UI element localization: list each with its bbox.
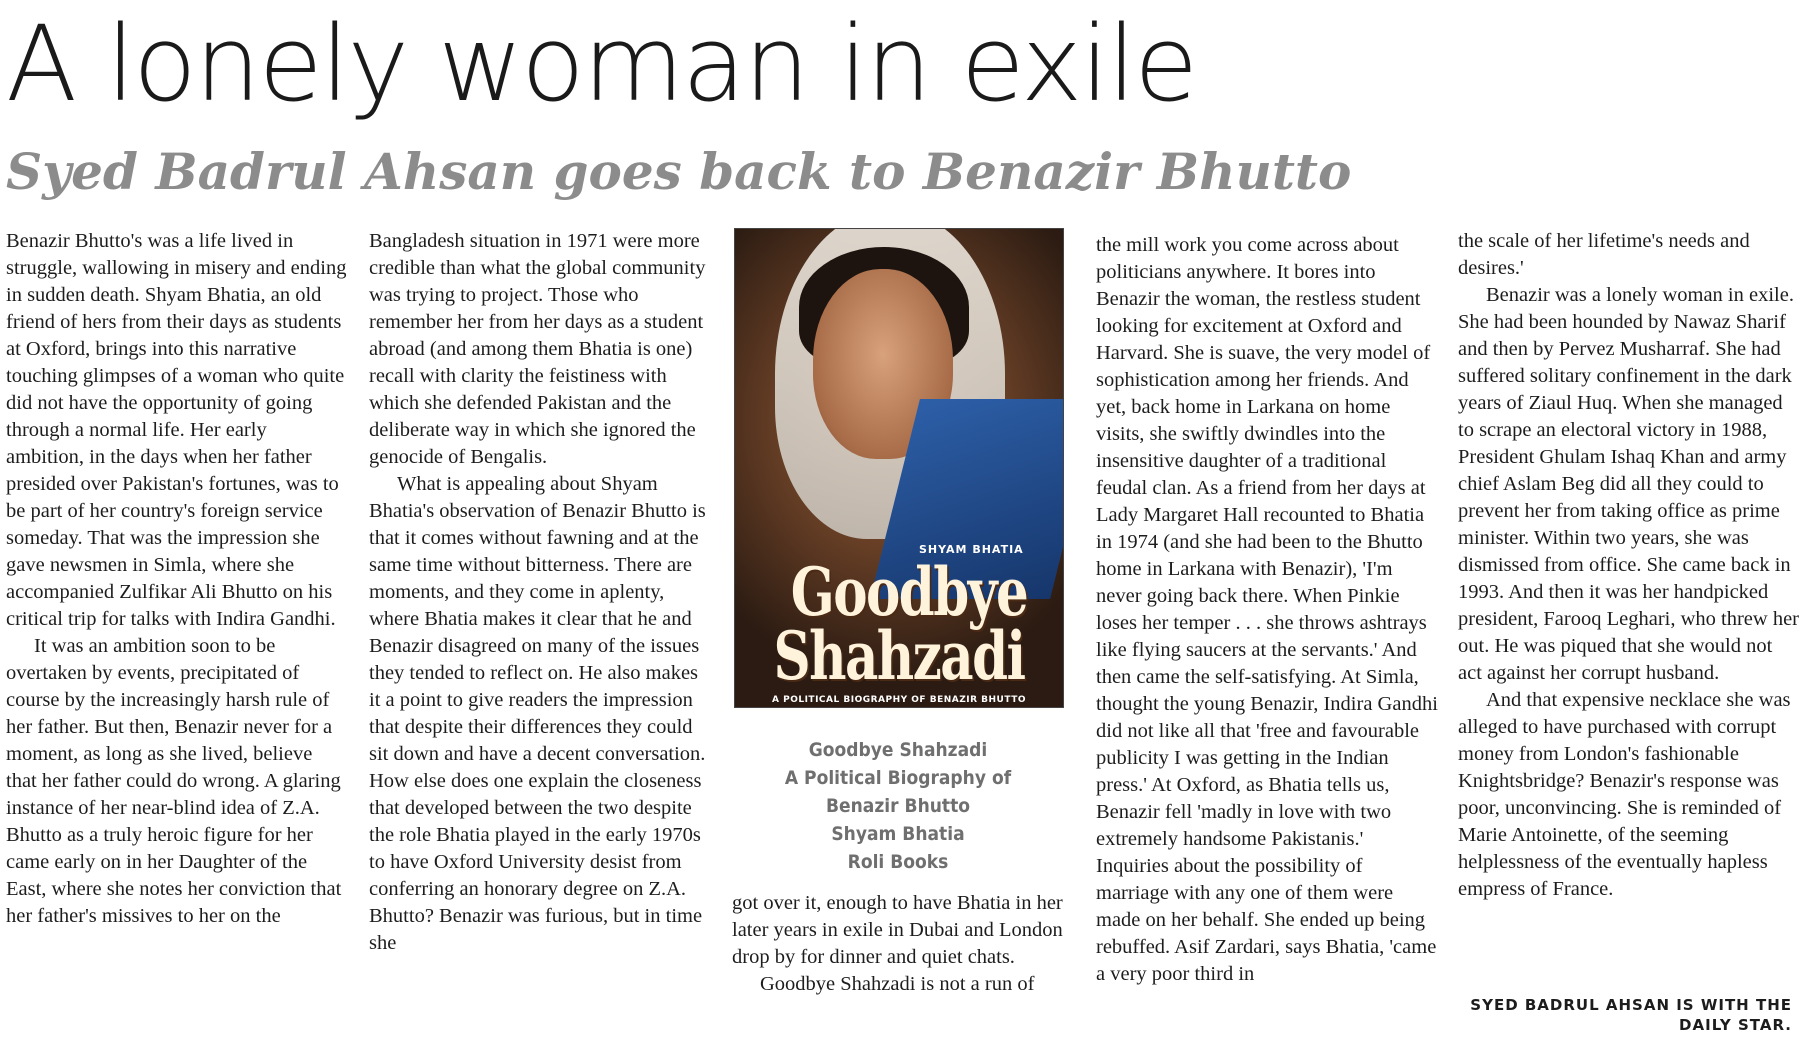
author-byline: SYED BADRUL AHSAN IS WITH THE DAILY STAR. <box>1470 996 1792 1034</box>
article-column-3 <box>732 890 1072 1034</box>
caption-title: Goodbye Shahzadi <box>808 739 988 761</box>
paragraph: the scale of her lifetime's needs and desires.' <box>1458 230 1750 279</box>
article-column-4 <box>1096 232 1438 1038</box>
headline: A lonely woman in exile <box>6 3 1197 125</box>
paragraph: Goodbye Shahzadi is not a run of <box>760 973 1035 995</box>
caption-subtitle: A Political Biography of Benazir Bhutto <box>784 767 1012 817</box>
cover-title-line2: Shahzadi <box>773 617 1025 695</box>
paragraph: And that expensive necklace she was alleged to have purchased with corrupt money from London's fashionable Knightsbridge? Benazir's response was poor, unconvincing. She is reminded of Marie Antoinette, of the seeming helplessness of the eventually hapless empress of France. <box>1458 689 1791 900</box>
paragraph: Benazir Bhutto's was a life lived in struggle, wallowing in misery and ending in sudden death. Shyam Bhatia, an old friend of hers from their days as students at Oxford, brings into this narrative touching glimpses of a woman who quite did not have the opportunity of going through a normal life. Her early ambition, in the days when her father presided over Pakistan's fortunes, was to be part of her country's foreign service someday. That was the impression she gave newsmen in Simla, where she accompanied Zulfikar Ali Bhutto on his critical trip for talks with Indira Gandhi. <box>6 230 347 630</box>
cover-title-line1: Goodbye <box>790 553 1028 631</box>
book-cover-image <box>734 228 1064 708</box>
cover-subtitle: A POLITICAL BIOGRAPHY OF BENAZIR BHUTTO <box>772 695 1026 705</box>
cover-author: SHYAM BHATIA <box>919 543 1024 556</box>
article-column-2 <box>369 228 711 1034</box>
article-column-1 <box>6 228 348 1034</box>
book-caption <box>750 736 1045 876</box>
paragraph: Benazir was a lonely woman in exile. She had been hounded by Nawaz Sharif and then by Pervez Musharraf. She had suffered solitary confinement in the dark years of Ziaul Huq. When she managed to scrape an electoral victory in 1988, President Ghulam Ishaq Khan and army chief Aslam Beg did all they could to prevent her from taking office as prime minister. Within two years, she was dismissed from office. She came back in 1993. And then it was her handpicked president, Farooq Leghari, who threw her out. He was piqued that she would not act against her corrupt husband. <box>1458 284 1799 684</box>
paragraph: It was an ambition soon to be overtaken by events, precipitated of course by the increasingly harsh rule of her father. But then, Benazir never for a moment, as long as she lived, believe that her father could do wrong. A glaring instance of her near-blind idea of Z.A. Bhutto as a truly heroic figure for her came early on in her Daughter of the East, where she notes her conviction that her father's missives to her on the <box>6 635 342 927</box>
article-column-5 <box>1458 228 1800 968</box>
caption-author: Shyam Bhatia <box>831 823 965 845</box>
paragraph: Bangladesh situation in 1971 were more credible than what the global community was trying to project. Those who remember her from her days as a student abroad (and among them Bhatia is one) recall with clarity the feistiness with which she defended Pakistan and the deliberate way in which she ignored the genocide of Bengalis. <box>369 230 706 468</box>
paragraph: got over it, enough to have Bhatia in her later years in exile in Dubai and London drop by for dinner and quiet chats. <box>732 892 1063 968</box>
paragraph: the mill work you come across about politicians anywhere. It bores into Benazir the woman, the restless student looking for excitement at Oxford and Harvard. She is suave, the very model of sophistication among her friends. And yet, back home in Larkana on home visits, she swiftly dwindles into the insensitive daughter of a traditional feudal clan. As a friend from her days at Lady Margaret Hall recounted to Bhatia in 1974 (and she had been to the Bhutto home in Larkana with Benazir), 'I'm never going back there. When Pinkie loses her temper . . . she throws ashtrays like flying saucers at the servants.' And then came the self-satisfying. At Simla, thought the young Benazir, Indira Gandhi did not like all that 'free and favourable publicity I was getting in the Indian press.' At Oxford, as Bhatia tells us, Benazir fell 'madly in love with two extremely handsome Pakistanis.' Inquiries about the possibility of marriage with any one of them were made on her behalf. She ended up being rebuffed. Asif Zardari, says Bhatia, 'came a very poor third in <box>1096 234 1438 985</box>
subheadline: Syed Badrul Ahsan goes back to Benazir Bhutto <box>6 142 1352 201</box>
caption-publisher: Roli Books <box>847 851 949 873</box>
paragraph: What is appealing about Shyam Bhatia's observation of Benazir Bhutto is that it comes without fawning and at the same time without bitterness. There are moments, and they come in aplenty, where Bhatia makes it clear that he and Benazir disagreed on many of the issues they tended to reflect on. He also makes it a point to give readers the impression that despite their differences they could sit down and have a decent conversation. How else does one explain the closeness that developed between the two despite the role Bhatia played in the early 1970s to have Oxford University desist from conferring an honorary degree on Z.A. Bhutto? Benazir was furious, but in time she <box>369 473 706 954</box>
